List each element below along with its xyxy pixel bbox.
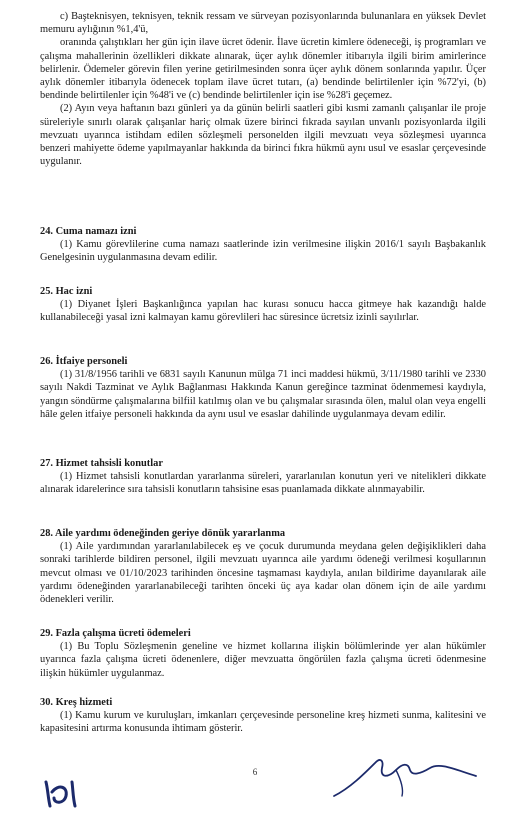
section-title: 30. Kreş hizmeti [40, 697, 113, 708]
section-title: 27. Hizmet tahsisli konutlar [40, 458, 163, 469]
section-title: 25. Hac izni [40, 286, 93, 297]
section-title: 29. Fazla çalışma ücreti ödemeleri [40, 628, 191, 639]
section-text: (1) Hizmet tahsisli konutlardan yararlanma süreleri, yararlanılan konutun yeri ve nitelikleri dikkate alınarak idarelerince sıra tahsisli konutların tahsisine esas puanlamada dikkate alınmayabilir. [40, 471, 486, 496]
section-title: 28. Aile yardımı ödeneğinden geriye dönük yararlanma [40, 528, 286, 539]
section-text: (1) Diyanet İşleri Başkanlığınca yapılan hac kurası sonucu hacca gitmeye hak kazandığı halde kullanabileceği yasal izni kalmayan kamu görevlileri hac süresince ücretsiz izinli sayılırlar. [40, 299, 486, 324]
section-title: 26. İtfaiye personeli [40, 356, 128, 367]
section-text: (1) Bu Toplu Sözleşmenin geneline ve hizmet kollarına ilişkin bölümlerinde yer alan hükümler uyarınca fazla çalışma ücreti ödenenlere, diğer mevzuatta öngörülen fazla çalışma ücreti ödenmesine ilişkin hükümler uygulanmaz. [40, 641, 486, 679]
intro-paragraph: oranında çalıştıkları her gün için ilave ücret ödenir. İlave ücretin kimlere ödeneceği, iş programları ve çalışma mahallerinin özellikleri dikkate alınarak, üçer aylık dönemler itibarıyla ilgili birim amirlerince belirlenir. Ödemeler görevin filen yerine getirilmesinden sonra üçer aylık dönem sonlarında yapılır. Üçer aylık dönemler itibarıyla ödenecek toplam ilave ücret tutarı, (a) bendinde belirtilenler için %72'yi, (b) bendinde belirtilenler için %48'i ve (c) bendinde belirtilenler için ise %28'i geçemez. [40, 37, 486, 102]
section-24 [40, 225, 486, 265]
section-title: 24. Cuma namazı izni [40, 226, 137, 237]
handwritten-initial-icon [42, 772, 86, 812]
section-text: (1) 31/8/1956 tarihli ve 6831 sayılı Kanunun mülga 71 inci maddesi hükmü, 3/11/1980 tarihli ve 2330 sayılı Nakdi Tazminat ve Aylık Bağlanması Hakkında Kanun gereğince tazminat ödenmemesi kaydıyla, yangın söndürme çalışmalarına bilfiil katılmış olan ve bu çalışmalar sırasında ölen, malul olan veya engelli hâle gelen itfaiye personeli hakkında da aynı usul ve esaslar dahilinde uygulanmaya devam edilir. [40, 369, 486, 420]
section-text: (1) Kamu kurum ve kuruluşları, imkanları çerçevesinde personeline kreş hizmeti sunma, kalitesini ve kapasitesini artırma konusunda ihtimam gösterir. [40, 710, 486, 735]
section-text: (1) Kamu görevlilerine cuma namazı saatlerinde izin verilmesine ilişkin 2016/1 sayılı Başbakanlık Genelgesinin uygulanmasına devam edilir. [40, 239, 486, 264]
intro-paragraph-2: (2) Ayın veya haftanın bazı günleri ya da günün belirli saatleri gibi kısmi zamanlı çalışanlar ile proje süreleriyle sınırlı olarak çalışanlar hariç olmak üzere birinci fıkrada sayılan unvanlı pozisyonlarda ilgili mevzuatı uyarınca istihdam edilen sözleşmeli personelden ilgili mevzuatı veya sözleşmesi uyarınca benzeri mahiyette ödeme yapılmayanlar hakkında da birinci fıkra hükmü aynı usul ve esaslar çerçevesinde uygulanır. [40, 103, 486, 168]
section-30 [40, 696, 486, 736]
handwritten-signature-icon [330, 748, 480, 803]
section-text: (1) Aile yardımından yararlanılabilecek eş ve çocuk durumunda meydana gelen değişiklikleri daha sonraki tarihlerde bildiren personel, ilgili mevzuatı uyarınca aile yardımı ödeneği verilmesi koşullarının mevcut olması ve 01/10/2023 tarihinden öncesine taşmaması kaydıyla, anılan bildirime dayanılarak aile yardımı ödeneğinden yararlanabileceği tarihten önceki üç aya kadar olan dönem için de aile yardımı ödenekleri verilir. [40, 541, 486, 606]
section-26 [40, 355, 486, 421]
section-27 [40, 457, 486, 497]
intro-item-c: c) Başteknisyen, teknisyen, teknik ressam ve sürveyan pozisyonlarında bulunanlara en yüksek Devlet memuru aylığının %1,4'ü, [40, 11, 486, 36]
section-28 [40, 527, 486, 606]
section-29 [40, 627, 486, 680]
intro-block [40, 10, 486, 168]
section-25 [40, 285, 486, 325]
page-number: 6 [252, 767, 258, 777]
